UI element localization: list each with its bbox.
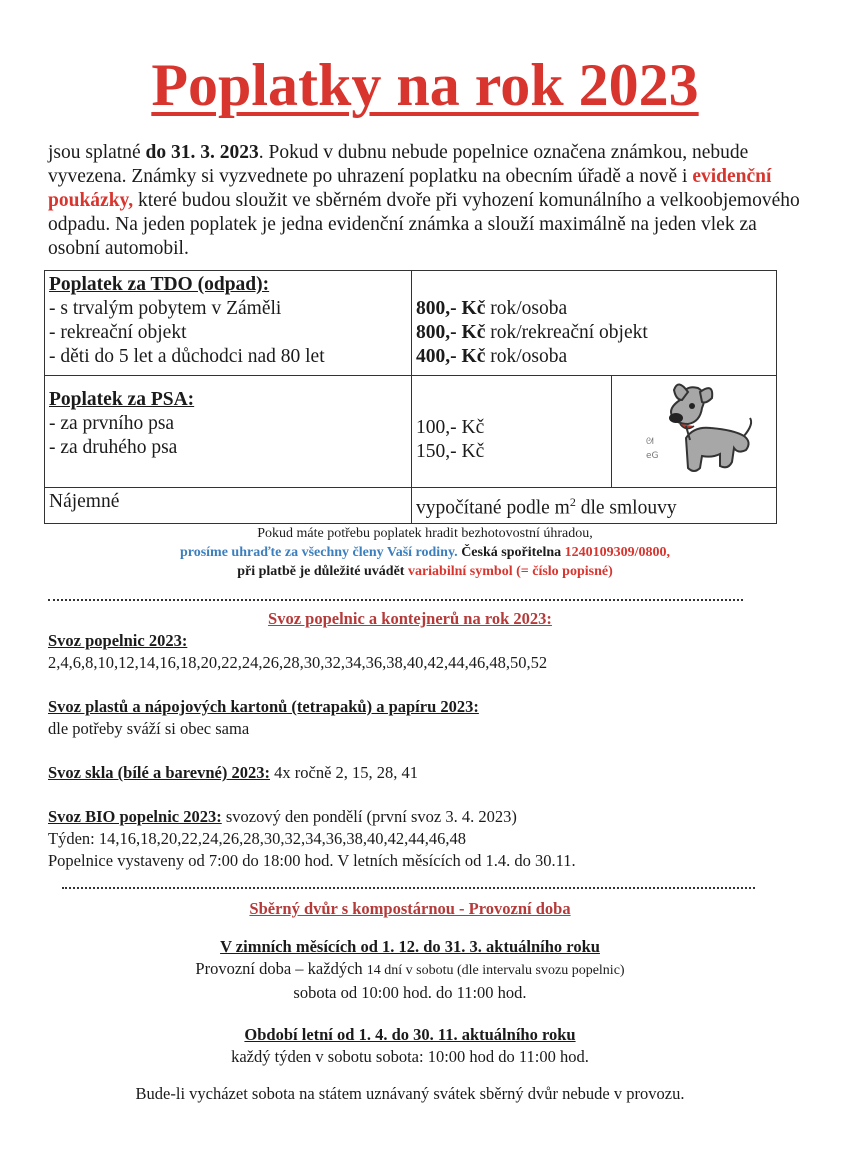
dotted-divider bbox=[62, 887, 755, 891]
rent-value: vypočítané podle $m^2$ dle smlouvy bbox=[412, 488, 777, 524]
cartoon-dog-icon bbox=[616, 378, 756, 478]
intro-paragraph: jsou splatné do 31. 3. 2023. Pokud v dubnu nebude popelnice označena známkou, nebude vyvezena. Známky si vyzvednete po uhrazení poplatku na obecním úřadě a nově i evidenční poukázky, které budou sloužit ve sběrném dvoře při vyhození komunálního a velkoobjemového odpadu. Na jeden poplatek je jedna evidenční známka a slouží maximálně na jeden vlek za osobní automobil. bbox=[48, 142, 800, 259]
psa-label: - za druhého psa bbox=[49, 437, 178, 458]
winter-hours: V zimních měsících od 1. 12. do 31. 3. aktuálního roku Provozní doba – každých 14 dní v sobotu (dle intervalu svozu popelnic) sobota od 10:00 hod. do 11:00 hod. bbox=[195, 937, 625, 1002]
plastic-schedule: Svoz plastů a nápojových kartonů (tetrapaků) a papíru 2023: dle potřeby sváží si obec sama bbox=[48, 697, 479, 738]
dog-cell bbox=[612, 376, 777, 488]
tdo-amount: 800,- Kč rok/osoba bbox=[416, 298, 568, 319]
tdo-label: - s trvalým pobytem v Záměli bbox=[49, 298, 282, 319]
payment-line: prosíme uhraďte za všechny členy Vaší rodiny. Česká spořitelna 1240109309/0800, bbox=[179, 545, 671, 560]
psa-label: - za prvního psa bbox=[49, 413, 175, 434]
tdo-amount: 800,- Kč rok/rekreační objekt bbox=[416, 322, 648, 343]
glass-schedule: Svoz skla (bílé a barevné) 2023: 4x ročně 2, 15, 28, 41 bbox=[48, 763, 419, 782]
svg-text:ᘛ: ᘛ bbox=[646, 437, 654, 447]
payment-info bbox=[0, 524, 850, 581]
depot-title: Sběrný dvůr s kompostárnou - Provozní doba bbox=[249, 899, 571, 918]
psa-row bbox=[45, 376, 777, 488]
rent-label: Nájemné bbox=[45, 488, 412, 524]
page-title: Poplatky na rok 2023 bbox=[151, 52, 699, 118]
bio-schedule: Svoz BIO popelnic 2023: svozový den pondělí (první svoz 3. 4. 2023) Týden: 14,16,18,20,22,24,26,28,30,32,34,36,38,40,42,44,46,48 Popelnice vystaveny od 7:00 do 18:00 hod. V letních měsících od 1.4. do 30.11. bbox=[48, 807, 576, 870]
tdo-heading: Poplatek za TDO (odpad): bbox=[49, 274, 270, 295]
bins-schedule: Svoz popelnic 2023: 2,4,6,8,10,12,14,16,18,20,22,24,26,28,30,32,34,36,38,40,42,44,46,48,50,52 bbox=[48, 631, 548, 672]
psa-amount: 100,- Kč bbox=[416, 417, 485, 438]
psa-amount: 150,- Kč bbox=[416, 441, 485, 462]
tdo-label: - rekreační objekt bbox=[49, 322, 187, 343]
payment-line: Pokud máte potřebu poplatek hradit bezhotovostní úhradou, bbox=[257, 526, 593, 541]
collection-title: Svoz popelnic a kontejnerů na rok 2023: bbox=[268, 609, 552, 628]
fees-table bbox=[44, 270, 777, 524]
svg-text:eG: eG bbox=[646, 451, 659, 461]
tdo-row bbox=[45, 271, 777, 376]
tdo-amount: 400,- Kč rok/osoba bbox=[416, 346, 568, 367]
dotted-divider bbox=[48, 599, 743, 603]
holiday-note: Bude-li vycházet sobota na státem uznávaný svátek sběrný dvůr nebude v provozu. bbox=[135, 1084, 685, 1103]
psa-heading: Poplatek za PSA: bbox=[49, 389, 195, 410]
payment-line: při platbě je důležité uvádět variabilní symbol (= číslo popisné) bbox=[237, 564, 613, 579]
summer-hours: Období letní od 1. 4. do 30. 11. aktuálního roku každý týden v sobotu sobota: 10:00 hod do 11:00 hod. bbox=[231, 1025, 589, 1066]
tdo-label: - děti do 5 let a důchodci nad 80 let bbox=[49, 346, 325, 367]
rent-row bbox=[45, 488, 777, 524]
